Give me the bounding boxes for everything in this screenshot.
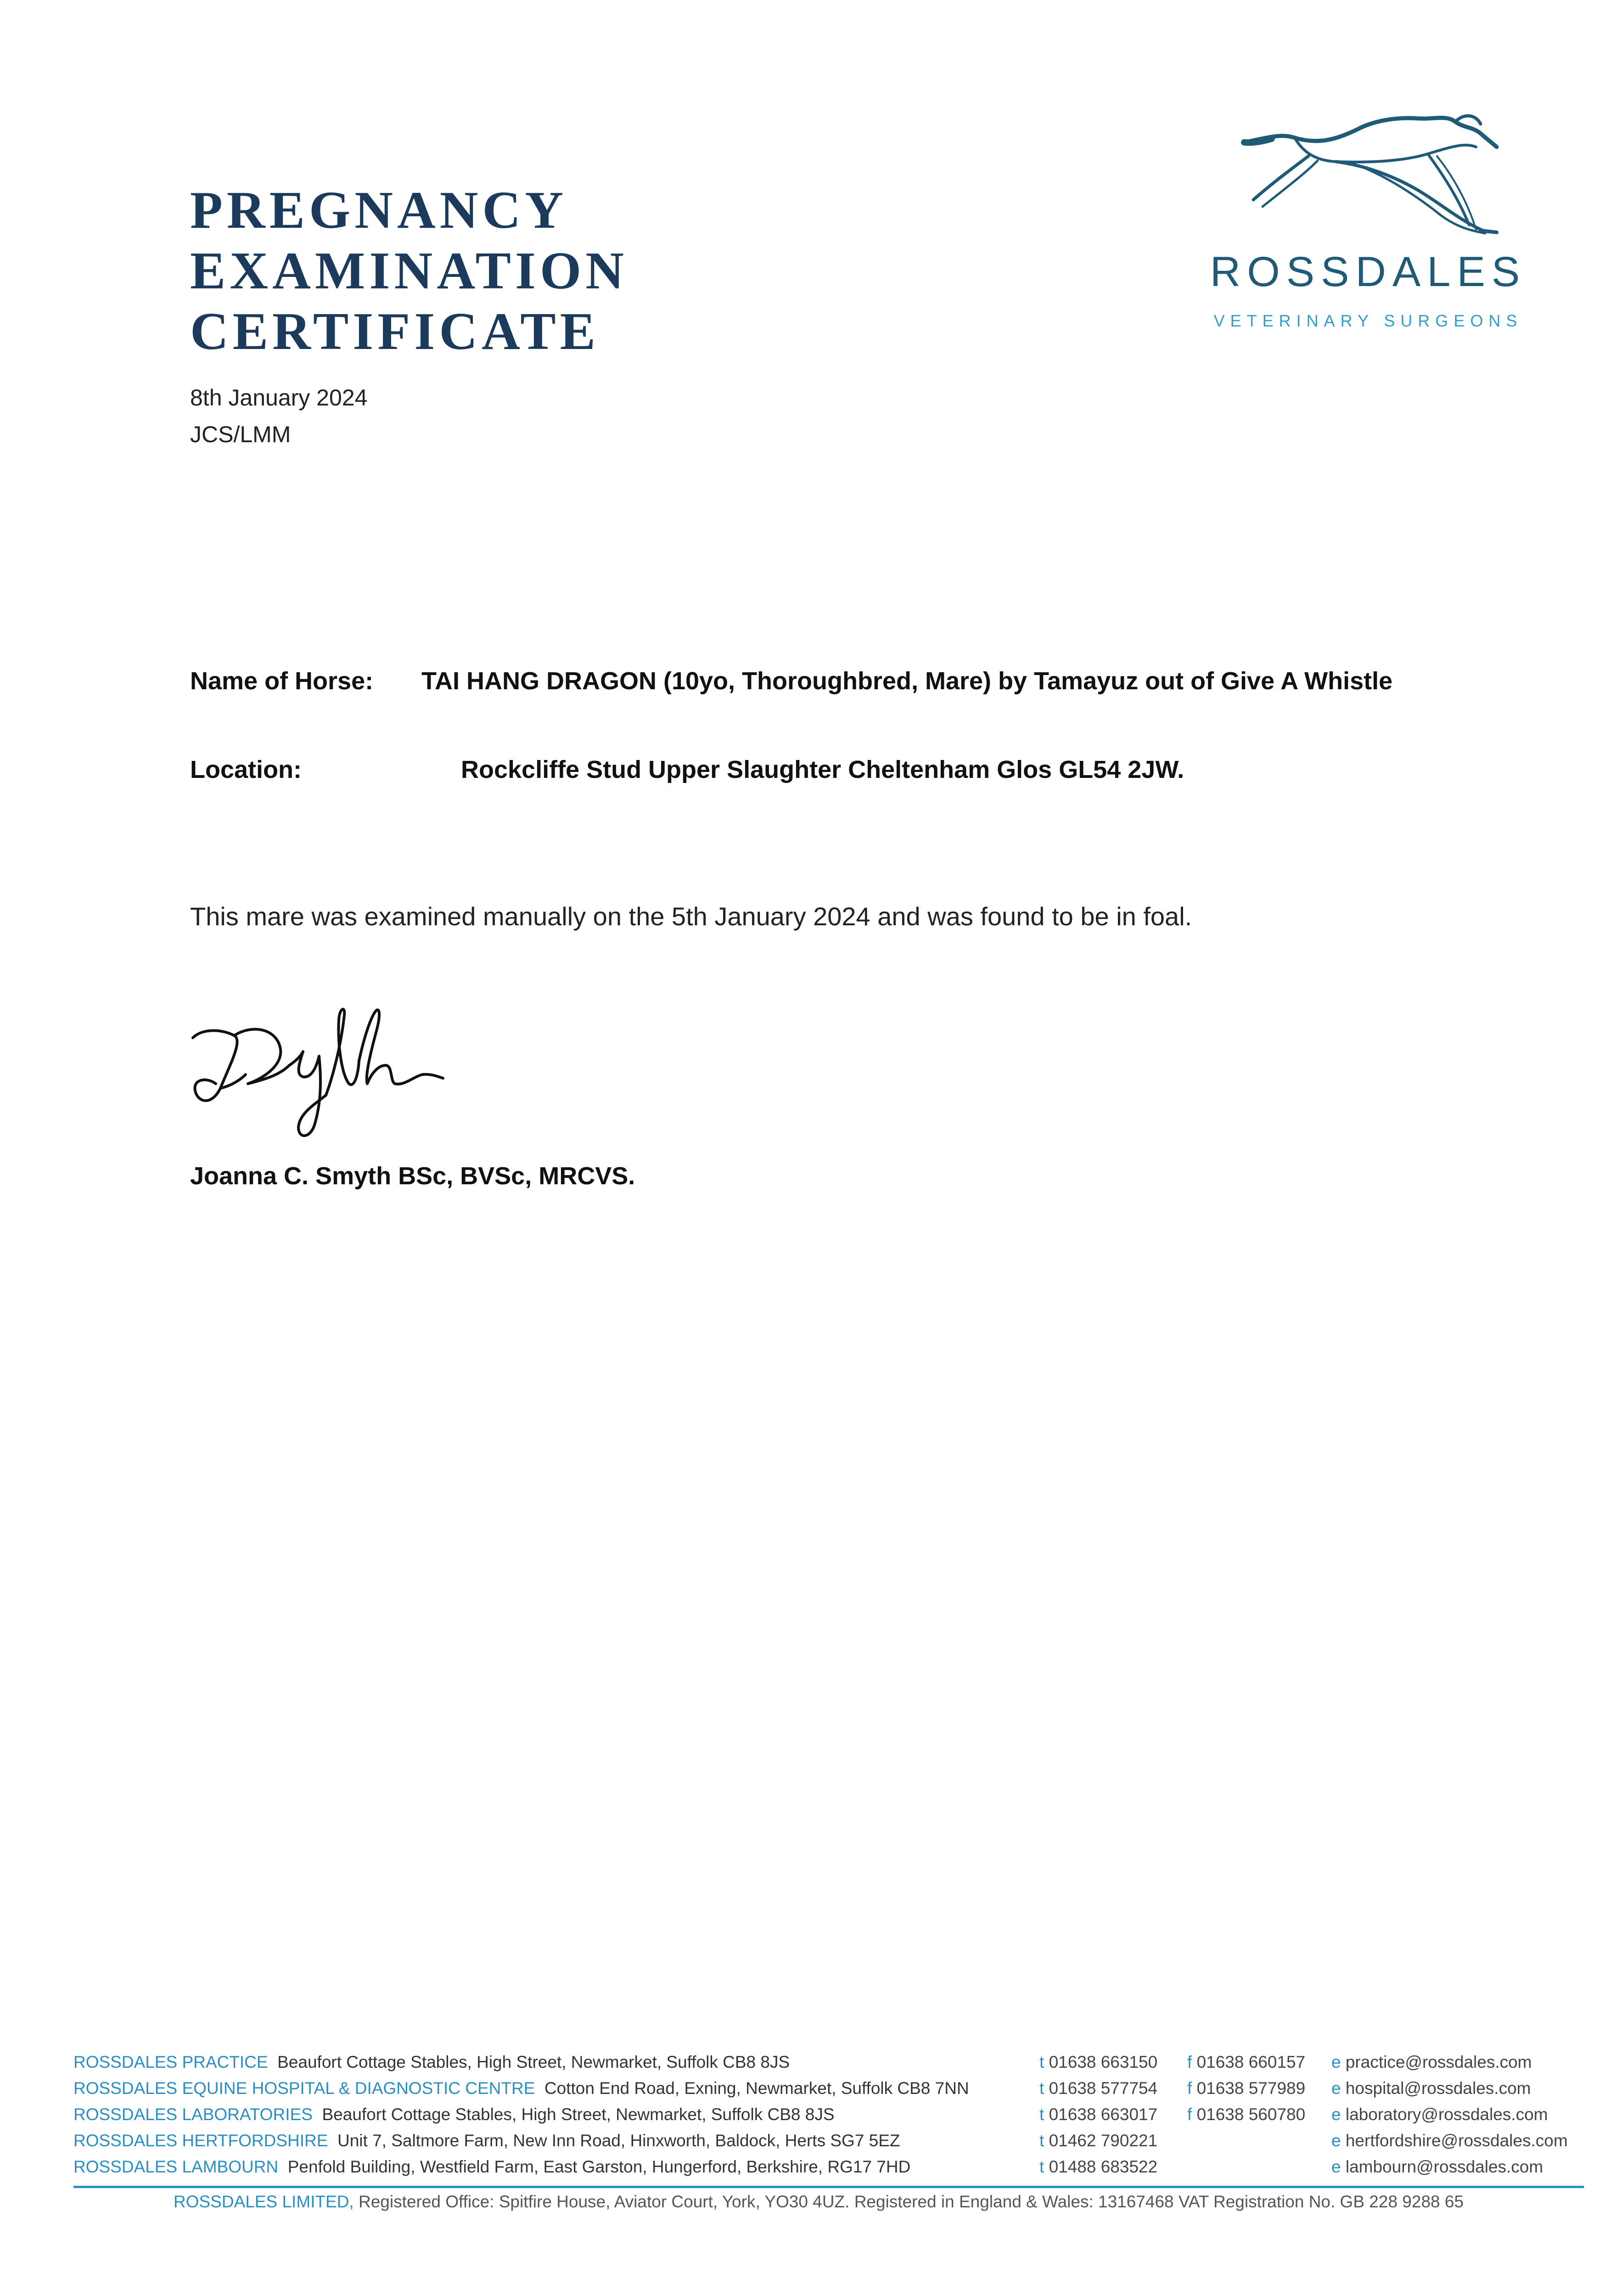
footer-email: e laboratory@rossdales.com [1331,2105,1548,2124]
footer-row-laboratories [73,2105,1588,2131]
logo-tagline: VETERINARY SURGEONS [1213,311,1523,330]
footer-org: ROSSDALES EQUINE HOSPITAL & DIAGNOSTIC CENTRE [73,2079,535,2098]
letter-reference: JCS/LMM [190,422,291,447]
footer-row-practice [73,2053,1588,2078]
location-field [190,752,1384,788]
logo-brand: ROSSDALES [1210,248,1527,295]
page-footer [73,2053,1588,2218]
footer-email: e practice@rossdales.com [1331,2053,1532,2071]
footer-email: e hertfordshire@rossdales.com [1331,2131,1568,2150]
footer-phone: t 01638 577754 [1039,2079,1158,2098]
footer-phone: t 01638 663150 [1039,2053,1158,2071]
horse-value: TAI HANG DRAGON (10yo, Thoroughbred, Mare) by Tamayuz out of Give A Whistle [421,667,1393,695]
footer-address: Penfold Building, Westfield Farm, East Garston, Hungerford, Berkshire, RG17 7HD [287,2157,911,2176]
footer-address: Beaufort Cottage Stables, High Street, Newmarket, Suffolk CB8 8JS [277,2053,790,2071]
galloping-horse-logo-icon [1226,110,1510,248]
page-title [190,180,1016,362]
footer-address: Beaufort Cottage Stables, High Street, Newmarket, Suffolk CB8 8JS [322,2105,835,2124]
registration-text: Registered Office: Spitfire House, Aviator Court, York, YO30 4UZ. Registered in England & Wales: 13167468 VAT Registration No. GB 228 9288 65 [359,2192,1464,2211]
footer-address: Unit 7, Saltmore Farm, New Inn Road, Hinxworth, Baldock, Herts SG7 5EZ [337,2131,900,2150]
footer-phone: t 01638 663017 [1039,2105,1158,2124]
footer-divider [73,2186,1584,2188]
handwritten-signature [184,996,450,1153]
registration-org: ROSSDALES LIMITED, [174,2192,354,2211]
footer-org: ROSSDALES LABORATORIES [73,2105,313,2124]
examination-statement: This mare was examined manually on the 5th January 2024 and was found to be in foal. [190,902,1192,931]
footer-fax: f 01638 577989 [1187,2079,1306,2098]
registration-line [174,2192,1464,2212]
letter-meta [190,379,367,453]
footer-org: ROSSDALES HERTFORDSHIRE [73,2131,328,2150]
footer-fax: f 01638 560780 [1187,2105,1306,2124]
footer-row-hertfordshire [73,2131,1588,2157]
horse-field [190,663,1393,737]
footer-row-hospital [73,2079,1588,2105]
title-line-1: PREGNANCY EXAMINATION [190,181,628,300]
footer-phone: t 01462 790221 [1039,2131,1158,2150]
footer-phone: t 01488 683522 [1039,2157,1158,2176]
footer-email: e lambourn@rossdales.com [1331,2157,1543,2176]
footer-address: Cotton End Road, Exning, Newmarket, Suffolk CB8 7NN [544,2079,969,2098]
footer-org: ROSSDALES LAMBOURN [73,2157,279,2176]
location-label: Location: [190,756,302,783]
title-line-2: CERTIFICATE [190,302,600,361]
horse-label: Name of Horse: [190,667,374,695]
signatory-name: Joanna C. Smyth BSc, BVSc, MRCVS. [190,1162,635,1190]
location-value: Rockcliffe Stud Upper Slaughter Cheltenham Glos GL54 2JW. [461,756,1184,783]
footer-fax: f 01638 660157 [1187,2053,1306,2071]
letter-date: 8th January 2024 [190,385,368,411]
rossdales-logo [1207,110,1529,340]
footer-email: e hospital@rossdales.com [1331,2079,1531,2098]
footer-org: ROSSDALES PRACTICE [73,2053,268,2071]
footer-row-lambourn [73,2157,1588,2183]
